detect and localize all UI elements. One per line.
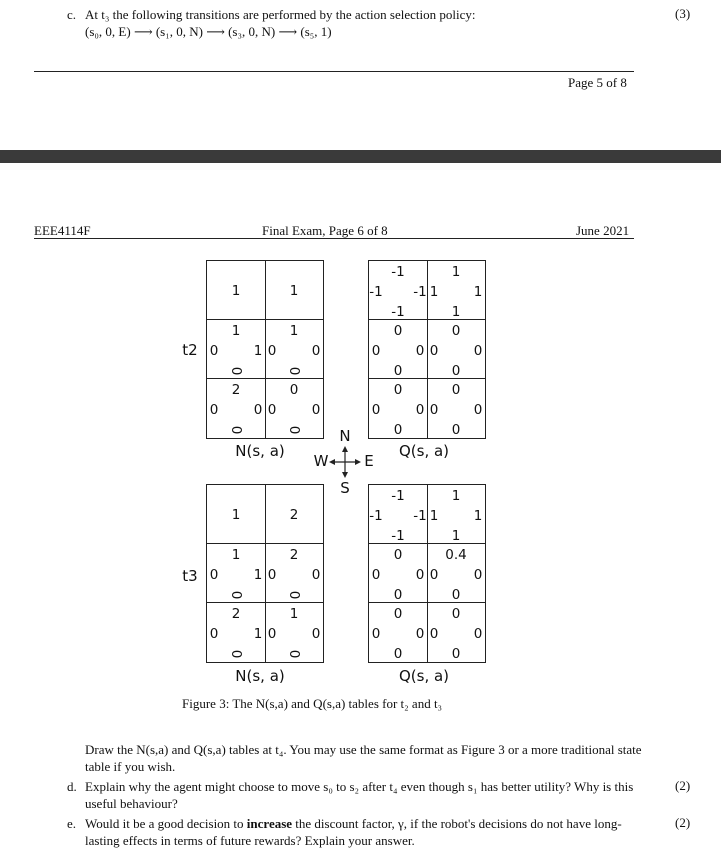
page-separator [0,150,721,163]
q-value-s1-s: 0 [286,649,302,658]
q-value-s2-s: 0 [228,366,244,375]
q-value-s3-e: 0 [311,342,321,359]
q-value-s1-e: 0 [311,401,321,418]
question-d-text: Explain why the agent might choose to move s₀ to s₂ after t₄ even though s₁ has better utility? Why is this useful behaviour? [85,779,634,811]
grid-divider [368,378,486,379]
q-value-s0-w: 0 [209,401,219,418]
q-value-s3-w: 0 [267,566,277,583]
q-value-s1-e: 0 [473,625,483,642]
q-value-s2-e: 1 [253,566,263,583]
grid-divider [427,484,428,663]
course-code: EEE4114F [34,223,91,238]
q-value-s2-n: 0 [393,546,403,563]
compass-east: E [364,452,374,470]
q-value-s3-e: 0 [311,566,321,583]
question-d-letter: d. [67,779,77,794]
t2-q-table-label: Q(s, a) [398,442,450,460]
compass-north: N [339,427,351,445]
question-e-emphasis: increase [246,816,293,831]
q-value-s3-n: 0 [451,322,461,339]
q-value-s0-n: 2 [231,605,241,622]
header-rule [34,238,634,239]
question-e-text-start: Would it be a good decision to [85,816,247,831]
q-value-s0-w: 0 [371,401,381,418]
q-value-s0-e: 0 [415,401,425,418]
q-value-s4-s: 1 [231,282,241,299]
t3-n-table-label: N(s, a) [235,667,285,685]
q-value-s5-n: 1 [451,263,461,280]
question-e-text [85,815,645,849]
q-value-s1-n: 0 [451,381,461,398]
question-c-marks: (3) [675,6,691,21]
q-value-s3-w: 0 [429,566,439,583]
question-e-letter: e. [67,816,77,831]
q-value-s2-e: 0 [415,566,425,583]
q-value-s3-e: 0 [473,342,483,359]
q-value-s4-s: -1 [391,527,405,544]
compass-west: W [313,452,329,470]
q-value-s3-w: 0 [267,342,277,359]
q-value-s4-n: -1 [391,263,405,280]
q-value-s3-s: 0 [286,590,302,599]
q-value-s2-n: 1 [231,546,241,563]
q-value-s5-w: 1 [429,507,439,524]
q-value-s5-s: 2 [289,506,299,523]
t2-n-table-label: N(s, a) [235,442,285,460]
grid-divider [427,260,428,439]
q-value-s4-e: -1 [413,507,427,524]
q-value-s5-s: 1 [289,282,299,299]
q-value-s2-n: 0 [393,322,403,339]
q-value-s5-e: 1 [473,283,483,300]
q-value-s4-e: -1 [413,283,427,300]
page5-number: Page 5 of 8 [568,75,627,90]
question-c-text: At t₃ the following transitions are performed by the action selection policy: [85,7,476,22]
q-value-s3-e: 0 [473,566,483,583]
grid-divider [265,484,266,663]
q-value-s3-n: 0.4 [445,546,467,563]
grid-divider [265,260,266,439]
q-value-s1-s: 0 [286,425,302,434]
t3-q-table-label: Q(s, a) [398,667,450,685]
question-e-marks: (2) [675,815,691,830]
grid-divider [368,319,486,320]
q-value-s2-s: 0 [393,586,403,603]
q-value-s0-s: 0 [393,645,403,662]
exam-date: June 2021 [576,223,630,238]
grid-divider [368,602,486,603]
q-value-s0-n: 0 [393,605,403,622]
q-value-s2-n: 1 [231,322,241,339]
q-value-s2-e: 0 [415,342,425,359]
q-value-s4-w: -1 [369,507,383,524]
q-value-s1-n: 0 [289,381,299,398]
question-c-letter: c. [67,7,77,22]
question-c-sequence: (s₀, 0, E) ⟶ (s₁, 0, N) ⟶ (s₃, 0, N) ⟶ (s₅, 1) [85,24,332,39]
t2-row-label: t2 [182,341,198,359]
q-value-s3-w: 0 [429,342,439,359]
grid-divider [206,602,324,603]
q-value-s1-s: 0 [451,421,461,438]
q-value-s1-w: 0 [429,625,439,642]
draw-tables-instruction: Draw the N(s,a) and Q(s,a) tables at t₄. You may use the same format as Figure 3 or a more traditional state table if you wish. [85,742,642,774]
t3-row-label: t3 [182,567,198,585]
grid-divider [368,543,486,544]
q-value-s5-s: 1 [451,303,461,320]
q-value-s3-n: 2 [289,546,299,563]
q-value-s5-n: 1 [451,487,461,504]
q-value-s1-e: 0 [311,625,321,642]
q-value-s0-e: 0 [415,625,425,642]
q-value-s1-w: 0 [267,401,277,418]
q-value-s2-w: 0 [209,342,219,359]
q-value-s4-s: -1 [391,303,405,320]
q-value-s2-s: 0 [228,590,244,599]
q-value-s1-e: 0 [473,401,483,418]
grid-divider [206,378,324,379]
q-value-s3-s: 0 [451,586,461,603]
q-value-s0-s: 0 [228,649,244,658]
q-value-s2-e: 1 [253,342,263,359]
q-value-s3-s: 0 [451,362,461,379]
q-value-s2-w: 0 [371,342,381,359]
q-value-s0-n: 2 [231,381,241,398]
compass-south: S [340,479,350,497]
q-value-s1-w: 0 [429,401,439,418]
q-value-s0-e: 0 [253,401,263,418]
q-value-s2-s: 0 [393,362,403,379]
q-value-s0-w: 0 [209,625,219,642]
compass-arrows-icon [328,445,362,479]
q-value-s3-n: 1 [289,322,299,339]
question-d-marks: (2) [675,778,691,793]
q-value-s3-s: 0 [286,366,302,375]
q-value-s1-s: 0 [451,645,461,662]
q-value-s0-s: 0 [228,425,244,434]
q-value-s2-w: 0 [209,566,219,583]
q-value-s4-n: -1 [391,487,405,504]
q-value-s0-w: 0 [371,625,381,642]
q-value-s1-w: 0 [267,625,277,642]
page5-footer-rule [34,71,634,72]
q-value-s0-s: 0 [393,421,403,438]
question-e-text-end: the discount factor, γ, if the robot's decisions do not have long-lasting effects in terms of future rewards? Explain your answer. [85,816,622,848]
q-value-s5-e: 1 [473,507,483,524]
q-value-s1-n: 1 [289,605,299,622]
q-value-s0-n: 0 [393,381,403,398]
q-value-s5-w: 1 [429,283,439,300]
q-value-s1-n: 0 [451,605,461,622]
q-value-s0-e: 1 [253,625,263,642]
q-value-s5-s: 1 [451,527,461,544]
grid-divider [206,319,324,320]
grid-divider [206,543,324,544]
page-title: Final Exam, Page 6 of 8 [262,223,388,238]
figure-caption: Figure 3: The N(s,a) and Q(s,a) tables for t₂ and t₃ [182,696,443,711]
q-value-s4-w: -1 [369,283,383,300]
q-value-s4-s: 1 [231,506,241,523]
q-value-s2-w: 0 [371,566,381,583]
